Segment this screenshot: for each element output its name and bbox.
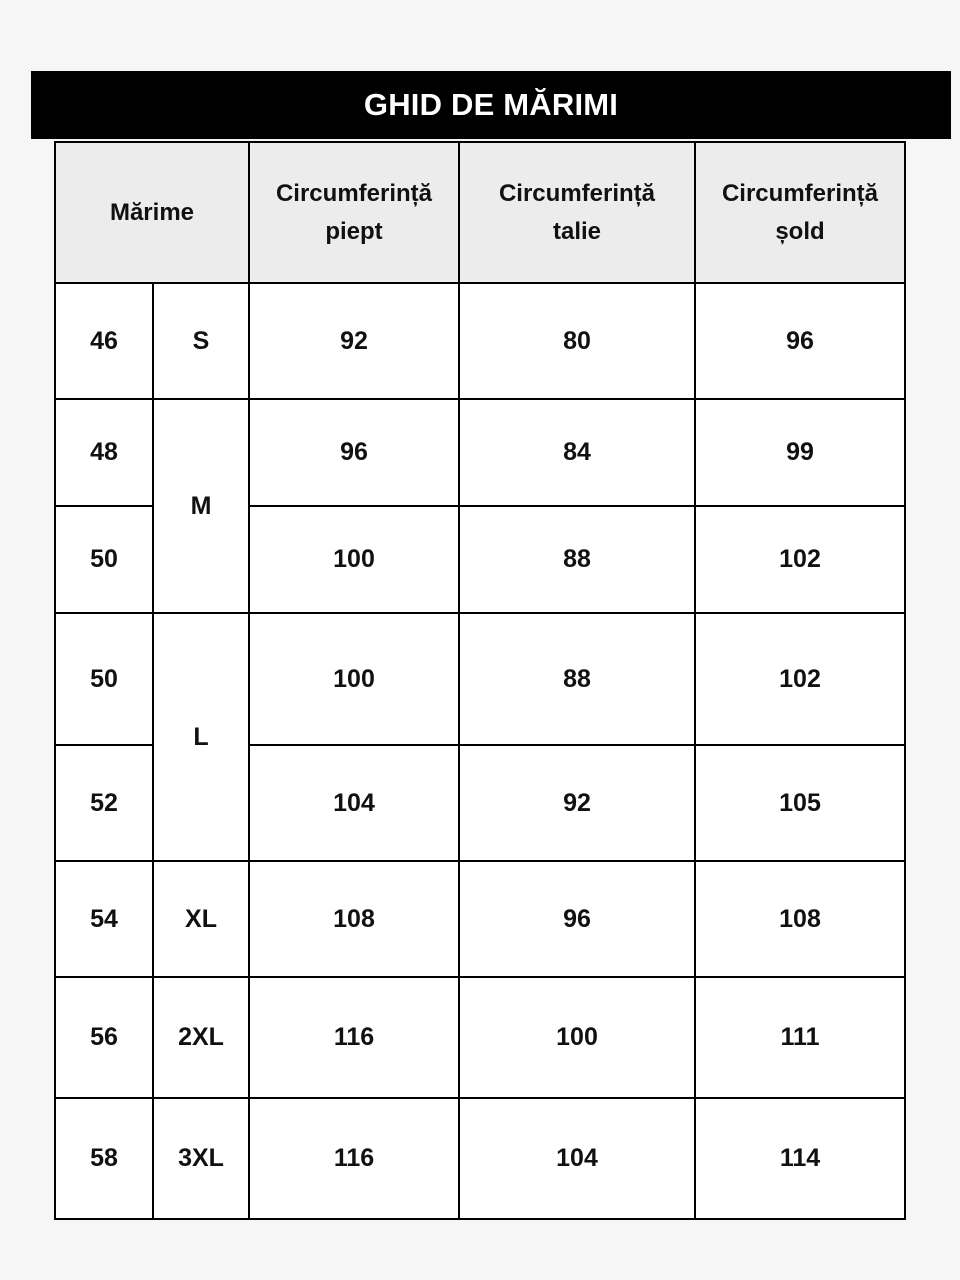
header-waist-line2: talie — [552, 217, 602, 245]
hip-cell: 108 — [695, 861, 905, 977]
letter-size-cell: M — [153, 399, 249, 613]
table-row — [55, 283, 905, 399]
waist-cell: 104 — [459, 1098, 695, 1219]
hip-cell: 105 — [695, 745, 905, 861]
eu-size-cell: 48 — [55, 399, 153, 506]
table-row — [55, 861, 905, 977]
header-waist-line1: Circumferință — [498, 179, 656, 207]
title-bar — [31, 71, 951, 139]
header-hip-line2: șold — [775, 217, 825, 245]
hip-cell: 102 — [695, 613, 905, 745]
chest-cell: 92 — [249, 283, 459, 399]
waist-cell: 100 — [459, 977, 695, 1098]
table-row — [55, 977, 905, 1098]
header-waist — [459, 142, 695, 283]
waist-cell: 88 — [459, 613, 695, 745]
table-row — [55, 399, 905, 506]
size-chart-table — [54, 141, 906, 1220]
chest-cell: 116 — [249, 977, 459, 1098]
chest-cell: 108 — [249, 861, 459, 977]
chest-cell: 104 — [249, 745, 459, 861]
hip-cell: 99 — [695, 399, 905, 506]
table-row — [55, 613, 905, 745]
eu-size-cell: 50 — [55, 506, 153, 613]
header-hip-line1: Circumferință — [721, 179, 879, 207]
header-size: Mărime — [55, 142, 249, 283]
letter-size-cell: 2XL — [153, 977, 249, 1098]
hip-cell: 114 — [695, 1098, 905, 1219]
eu-size-cell: 54 — [55, 861, 153, 977]
eu-size-cell: 50 — [55, 613, 153, 745]
hip-cell: 111 — [695, 977, 905, 1098]
chest-cell: 100 — [249, 506, 459, 613]
letter-size-cell: XL — [153, 861, 249, 977]
header-chest — [249, 142, 459, 283]
chest-cell: 116 — [249, 1098, 459, 1219]
header-chest-line1: Circumferință — [275, 179, 433, 207]
header-chest-line2: piept — [325, 217, 383, 245]
eu-size-cell: 58 — [55, 1098, 153, 1219]
header-hip — [695, 142, 905, 283]
table-row — [55, 1098, 905, 1219]
waist-cell: 84 — [459, 399, 695, 506]
hip-cell: 102 — [695, 506, 905, 613]
eu-size-cell: 52 — [55, 745, 153, 861]
hip-cell: 96 — [695, 283, 905, 399]
waist-cell: 88 — [459, 506, 695, 613]
eu-size-cell: 56 — [55, 977, 153, 1098]
chest-cell: 100 — [249, 613, 459, 745]
chest-cell: 96 — [249, 399, 459, 506]
letter-size-cell: S — [153, 283, 249, 399]
eu-size-cell: 46 — [55, 283, 153, 399]
letter-size-cell: L — [153, 613, 249, 861]
letter-size-cell: 3XL — [153, 1098, 249, 1219]
waist-cell: 96 — [459, 861, 695, 977]
header-row — [55, 142, 905, 283]
waist-cell: 92 — [459, 745, 695, 861]
waist-cell: 80 — [459, 283, 695, 399]
page-title: GHID DE MĂRIMI — [363, 87, 619, 122]
